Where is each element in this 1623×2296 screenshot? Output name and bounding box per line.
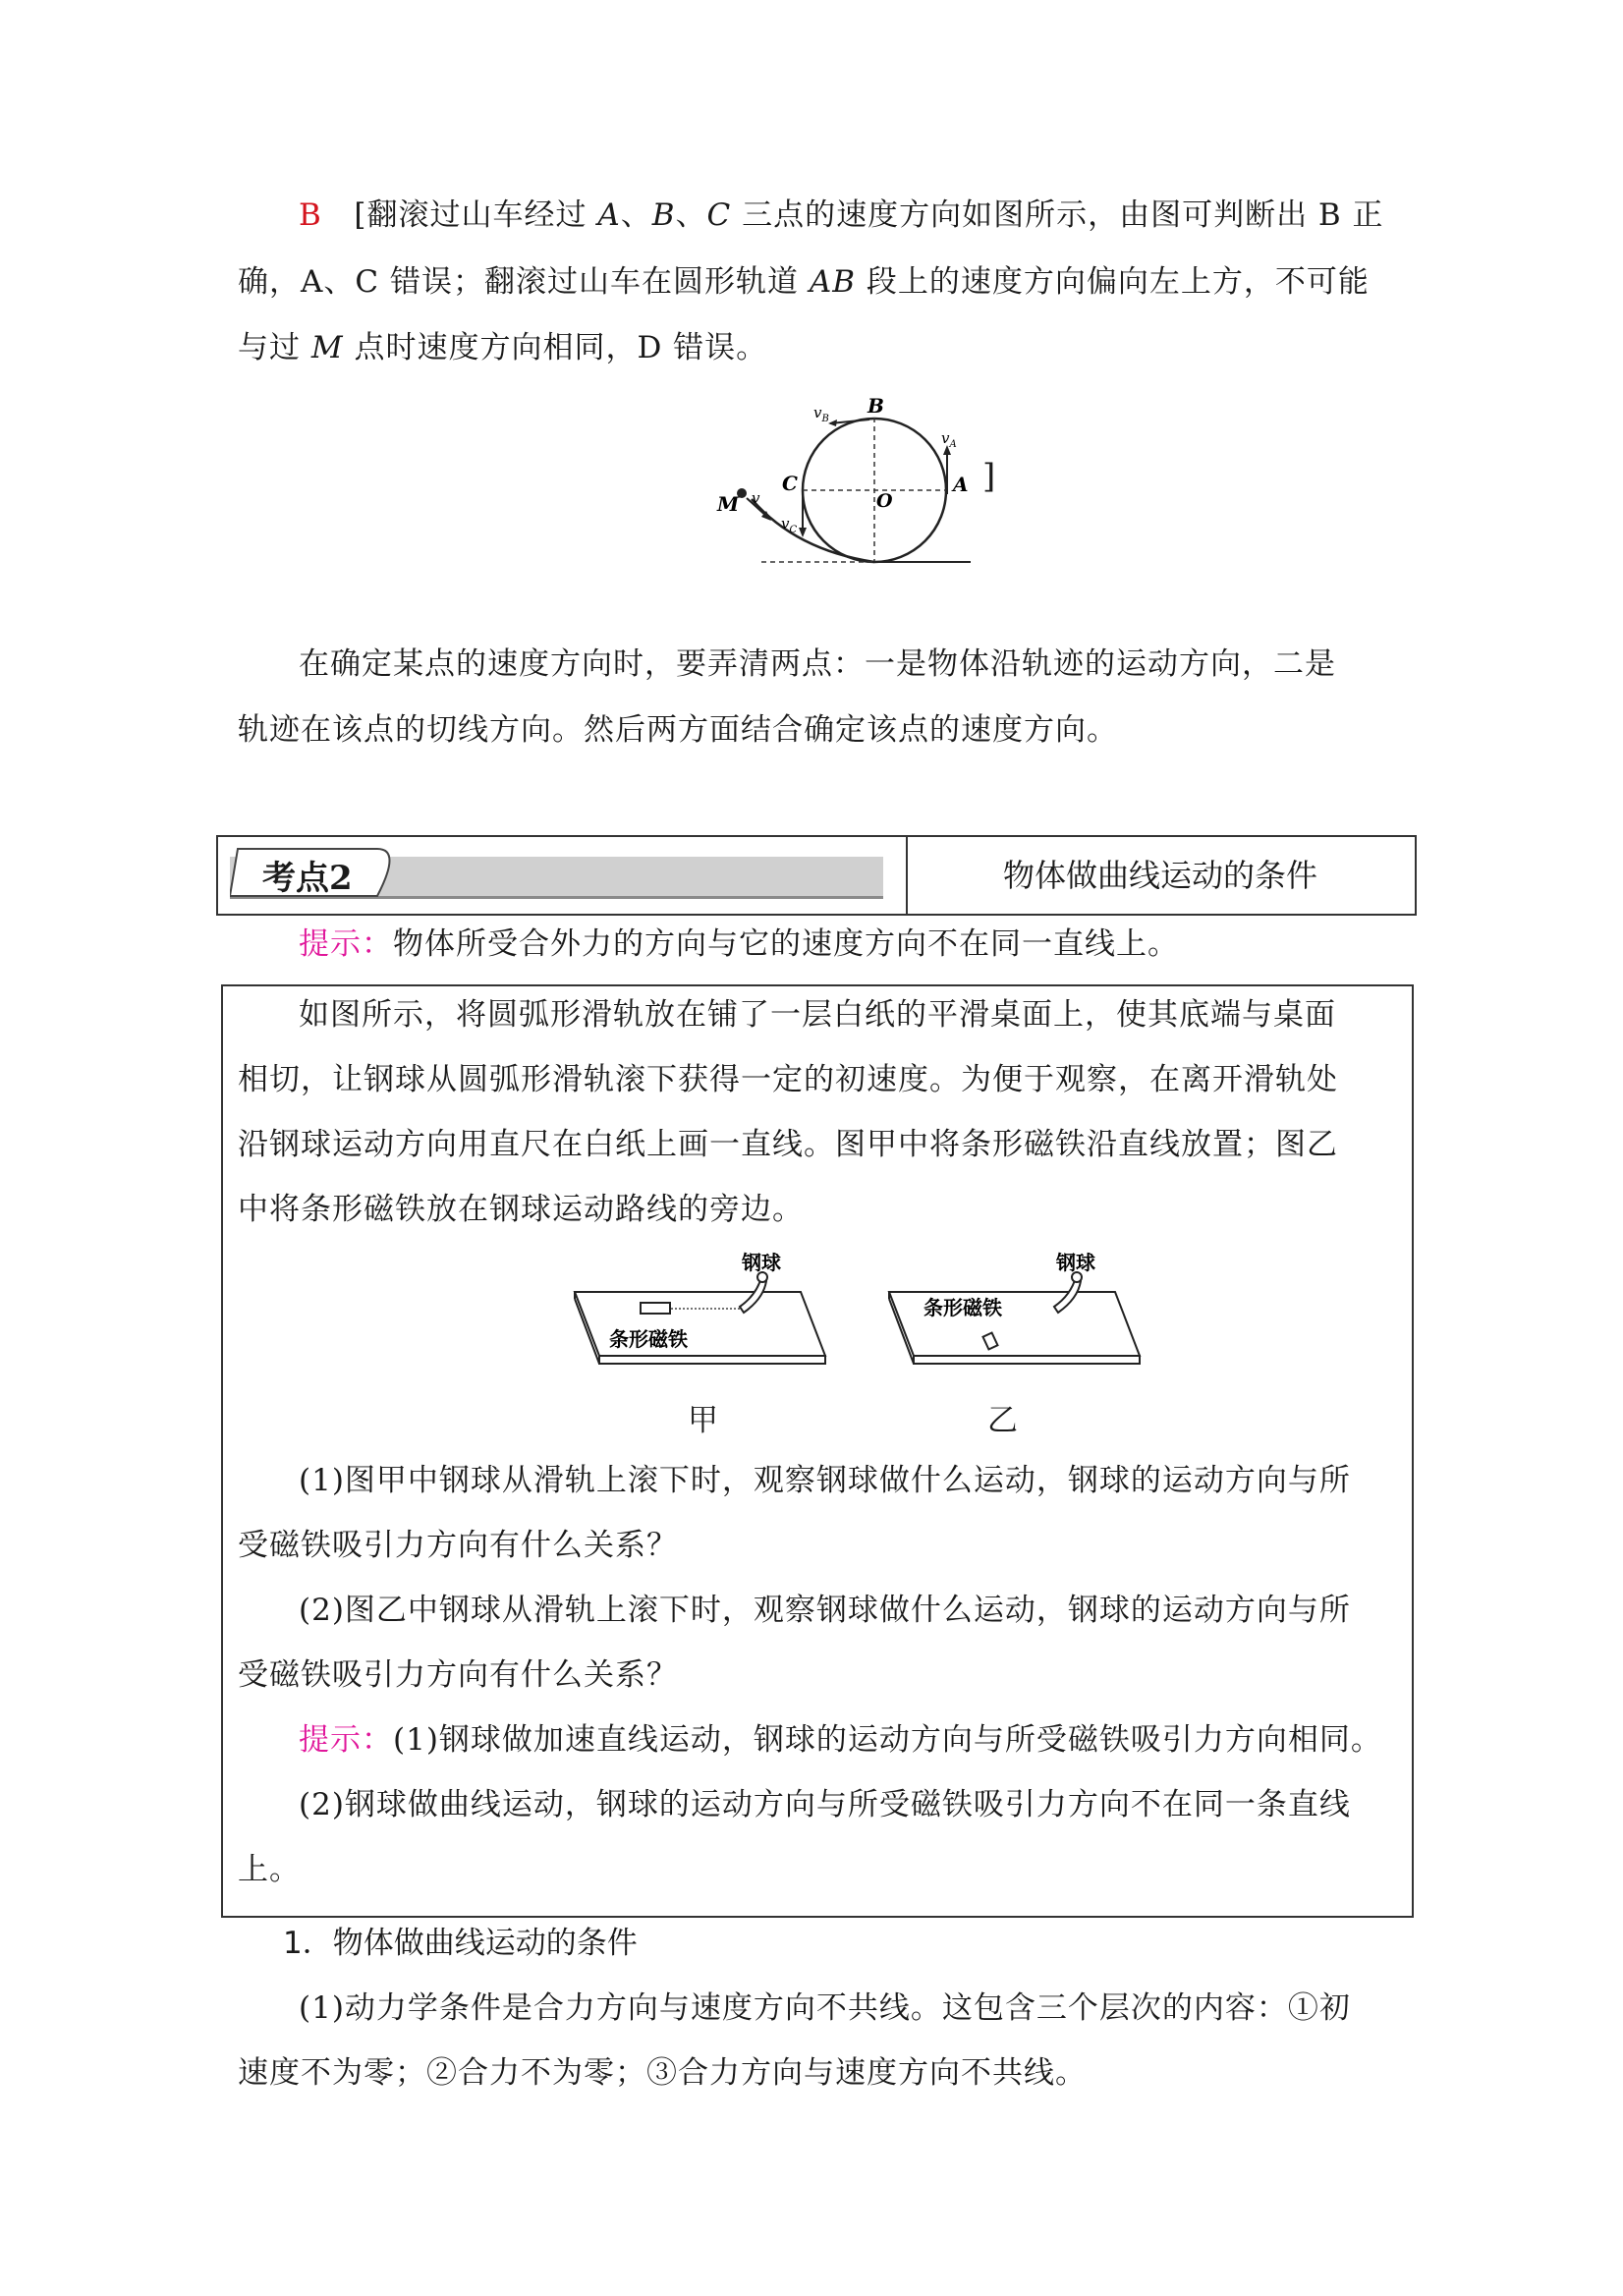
loop-track-figure xyxy=(707,388,1002,575)
sep: 、 xyxy=(675,197,707,233)
bracket-close: ] xyxy=(982,457,996,496)
answer-1: (1)钢球做加速直线运动，钢球的运动方向与所受磁铁吸引力方向相同。 xyxy=(393,1722,1382,1758)
figure-yi xyxy=(879,1248,1154,1385)
label-c: C xyxy=(782,472,798,495)
entry-ramp xyxy=(752,499,874,562)
arrow-head xyxy=(799,528,807,537)
caption-jia: 甲 xyxy=(688,1403,718,1438)
label-v: v xyxy=(752,489,760,507)
label-b: B xyxy=(867,394,884,418)
section-label: 考点2 xyxy=(262,859,353,898)
hint-label: 提示： xyxy=(299,1722,393,1758)
section-title: 物体做曲线运动的条件 xyxy=(1002,857,1317,894)
answer-text: 与过 xyxy=(238,330,311,365)
exp-line-2: 相切，让钢球从圆弧形滑轨滚下获得一定的初速度。为便于观察，在离开滑轨处 xyxy=(238,1062,1338,1097)
label-a: A xyxy=(953,473,969,496)
label-ball: 钢球 xyxy=(1056,1251,1095,1274)
conditions-heading: 1．物体做曲线运动的条件 xyxy=(283,1926,638,1961)
hint-2 xyxy=(238,1708,1407,1772)
answer-text: 点时速度方向相同，D 错误。 xyxy=(343,330,768,365)
q1-line-2: 受磁铁吸引力方向有什么关系？ xyxy=(238,1528,678,1563)
bar-magnet xyxy=(641,1303,670,1314)
table-edge xyxy=(599,1356,825,1364)
sep: 、 xyxy=(620,197,652,233)
q1-line-1: (1)图甲中钢球从滑轨上滚下时，观察钢球做什么运动，钢球的运动方向与所 xyxy=(299,1463,1351,1498)
note-line-2: 轨迹在该点的切线方向。然后两方面结合确定该点的速度方向。 xyxy=(238,712,1118,748)
label-vc: $v_C$ xyxy=(781,515,798,535)
caption-yi: 乙 xyxy=(987,1403,1018,1438)
label-magnet: 条形磁铁 xyxy=(609,1327,688,1351)
conditions-line-2: 速度不为零；②合力不为零；③合力方向与速度方向不共线。 xyxy=(238,2055,1087,2091)
answer-2-line-1: (2)钢球做曲线运动，钢球的运动方向与所受磁铁吸引力方向不在同一条直线 xyxy=(299,1787,1351,1822)
q2-line-2: 受磁铁吸引力方向有什么关系？ xyxy=(238,1657,678,1693)
answer-text: 段上的速度方向偏向左上方，不可能 xyxy=(856,264,1370,300)
conditions-line-1: (1)动力学条件是合力方向与速度方向不共线。这包含三个层次的内容：①初 xyxy=(299,1990,1351,2026)
point-c: C xyxy=(706,197,732,233)
answer-line-3 xyxy=(238,315,1407,380)
label-m: M xyxy=(717,492,740,516)
answer-text: 翻滚过山车经过 xyxy=(366,197,588,233)
label-vb: $v_B$ xyxy=(813,404,829,424)
point-b: B xyxy=(651,197,676,233)
exp-line-4: 中将条形磁铁放在钢球运动路线的旁边。 xyxy=(238,1192,804,1227)
table-edge xyxy=(914,1356,1140,1364)
label-va: $v_A$ xyxy=(941,429,957,450)
hint-1 xyxy=(238,912,1407,977)
figure-jia xyxy=(565,1248,840,1385)
label-magnet: 条形磁铁 xyxy=(923,1296,1002,1319)
point-a: A xyxy=(597,197,621,233)
exp-line-1: 如图所示，将圆弧形滑轨放在铺了一层白纸的平滑桌面上，使其底端与桌面 xyxy=(299,997,1336,1033)
exp-line-3: 沿钢球运动方向用直尺在白纸上画一直线。图甲中将条形磁铁沿直线放置；图乙 xyxy=(238,1127,1338,1162)
segment-ab: AB xyxy=(809,264,856,300)
section-header xyxy=(216,835,1417,916)
answer-letter: B xyxy=(299,197,322,233)
bracket-open: [ xyxy=(354,197,367,233)
note-line-1: 在确定某点的速度方向时，要弄清两点：一是物体沿轨迹的运动方向，二是 xyxy=(299,646,1336,682)
point-m: M xyxy=(310,330,344,365)
arrow-head xyxy=(828,420,837,426)
answer-text: 三点的速度方向如图所示，由图可判断出 B 正 xyxy=(731,197,1384,233)
answer-line-2 xyxy=(238,250,1407,314)
answer-2-line-2: 上。 xyxy=(238,1852,301,1887)
answer-text: 确，A、C 错误；翻滚过山车在圆形轨道 xyxy=(238,264,810,300)
label-ball: 钢球 xyxy=(742,1251,781,1274)
answer-line-1 xyxy=(238,183,1407,248)
label-o: O xyxy=(876,490,893,512)
hint-text: 物体所受合外力的方向与它的速度方向不在同一直线上。 xyxy=(393,926,1179,962)
q2-line-1: (2)图乙中钢球从滑轨上滚下时，观察钢球做什么运动，钢球的运动方向与所 xyxy=(299,1593,1351,1628)
hint-label: 提示： xyxy=(299,926,393,962)
